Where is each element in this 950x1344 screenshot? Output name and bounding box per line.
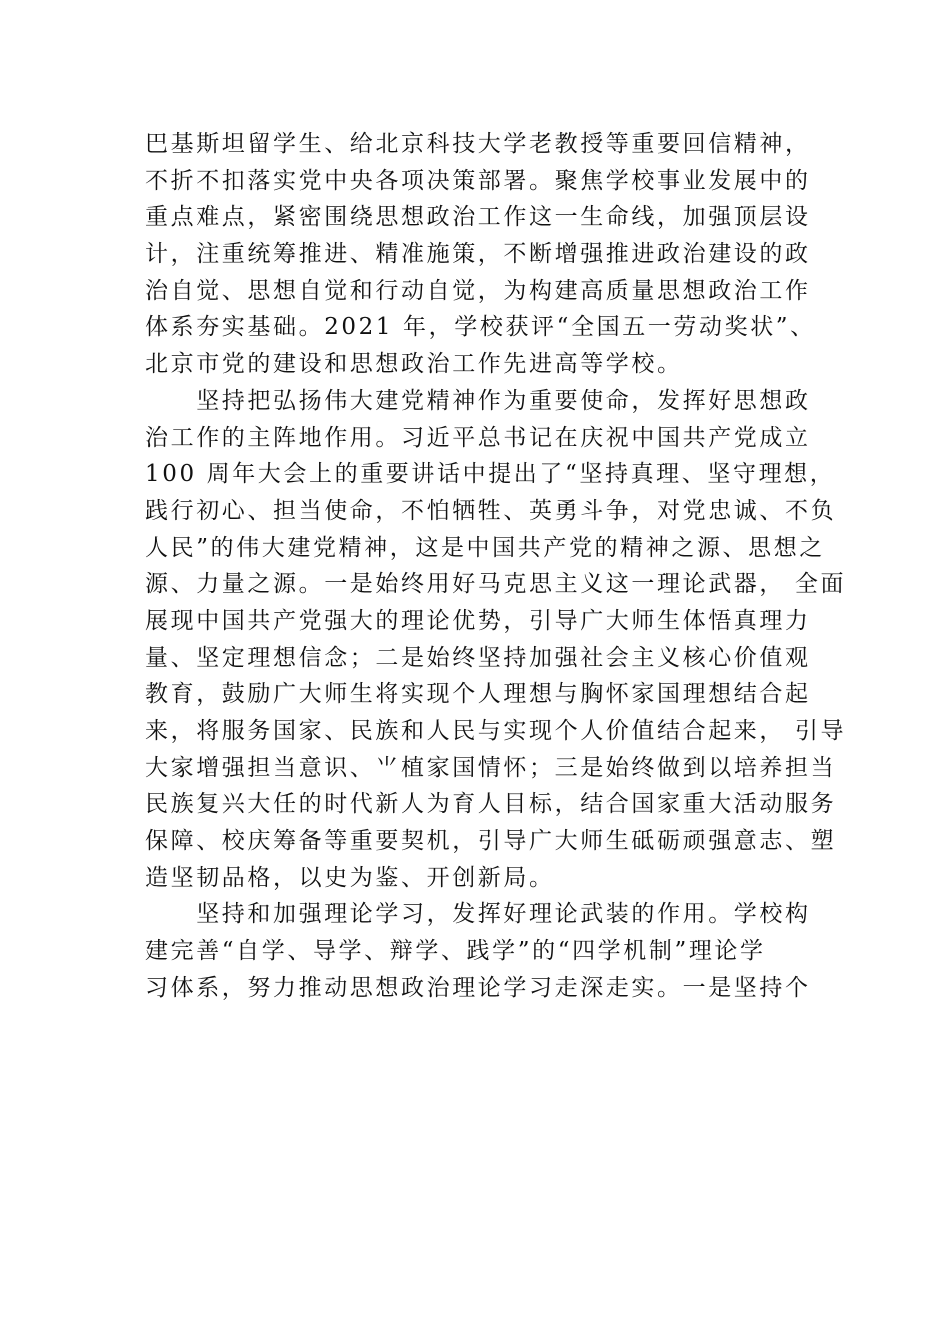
- text-line: 践行初心、担当使命，不怕牺牲、英勇斗争，对党忠诚、不负: [145, 497, 837, 524]
- text-line: 展现中国共产党强大的理论优势，引导广大师生体悟真理力: [145, 607, 811, 634]
- text-line: 体系夯实基础。2021 年，学校获评“全国五一劳动奖状”、: [145, 314, 816, 341]
- text-line: 大家增强担当意识、⺌植家国情怀；三是始终做到以培养担当: [145, 754, 837, 781]
- text-line: 民族复兴大任的时代新人为育人目标，结合国家重大活动服务: [145, 791, 837, 818]
- text-line: 不折不扣落实党中央各项决策部署。聚焦学校事业发展中的: [145, 167, 811, 194]
- text-line: 来，将服务国家、民族和人民与实现个人价值结合起来， 引导: [145, 718, 847, 744]
- text-line: 坚持和加强理论学习，发挥好理论武装的作用。学校构: [145, 901, 811, 928]
- text-line: 巴基斯坦留学生、给北京科技大学老教授等重要回信精神，: [145, 131, 811, 157]
- body-text: [145, 126, 847, 1007]
- text-line: 习体系，努力推动思想政治理论学习走深走实。一是坚持个: [145, 974, 811, 1001]
- text-line: 保障、校庆筹备等重要契机，引导广大师生砥砺顽强意志、塑: [145, 828, 837, 855]
- text-line: 坚持把弘扬伟大建党精神作为重要使命，发挥好思想政: [145, 387, 811, 414]
- text-line: 计，注重统筹推进、精准施策，不断增强推进政治建设的政: [145, 241, 811, 268]
- text-line: 人民”的伟大建党精神，这是中国共产党的精神之源、思想之: [145, 534, 825, 561]
- text-line: 治工作的主阵地作用。习近平总书记在庆祝中国共产党成立: [145, 424, 811, 451]
- text-line: 重点难点，紧密围绕思想政治工作这一生命线，加强顶层设: [145, 204, 811, 231]
- text-line: 100 周年大会上的重要讲话中提出了“坚持真理、坚守理想，: [145, 461, 836, 488]
- text-line: 教育，鼓励广大师生将实现个人理想与胸怀家国理想结合起: [145, 681, 811, 708]
- text-line: 源、力量之源。一是始终用好马克思主义这一理论武器， 全面: [145, 571, 847, 598]
- text-line: 造坚韧品格，以史为鉴、开创新局。: [145, 864, 555, 891]
- text-line: 量、坚定理想信念；二是始终坚持加强社会主义核心价值观: [145, 644, 811, 671]
- text-line: 治自觉、思想自觉和行动自觉，为构建高质量思想政治工作: [145, 277, 811, 304]
- text-line: 建完善“自学、导学、辩学、践学”的“四学机制”理论学: [145, 938, 766, 965]
- text-line: 北京市党的建设和思想政治工作先进高等学校。: [145, 351, 683, 378]
